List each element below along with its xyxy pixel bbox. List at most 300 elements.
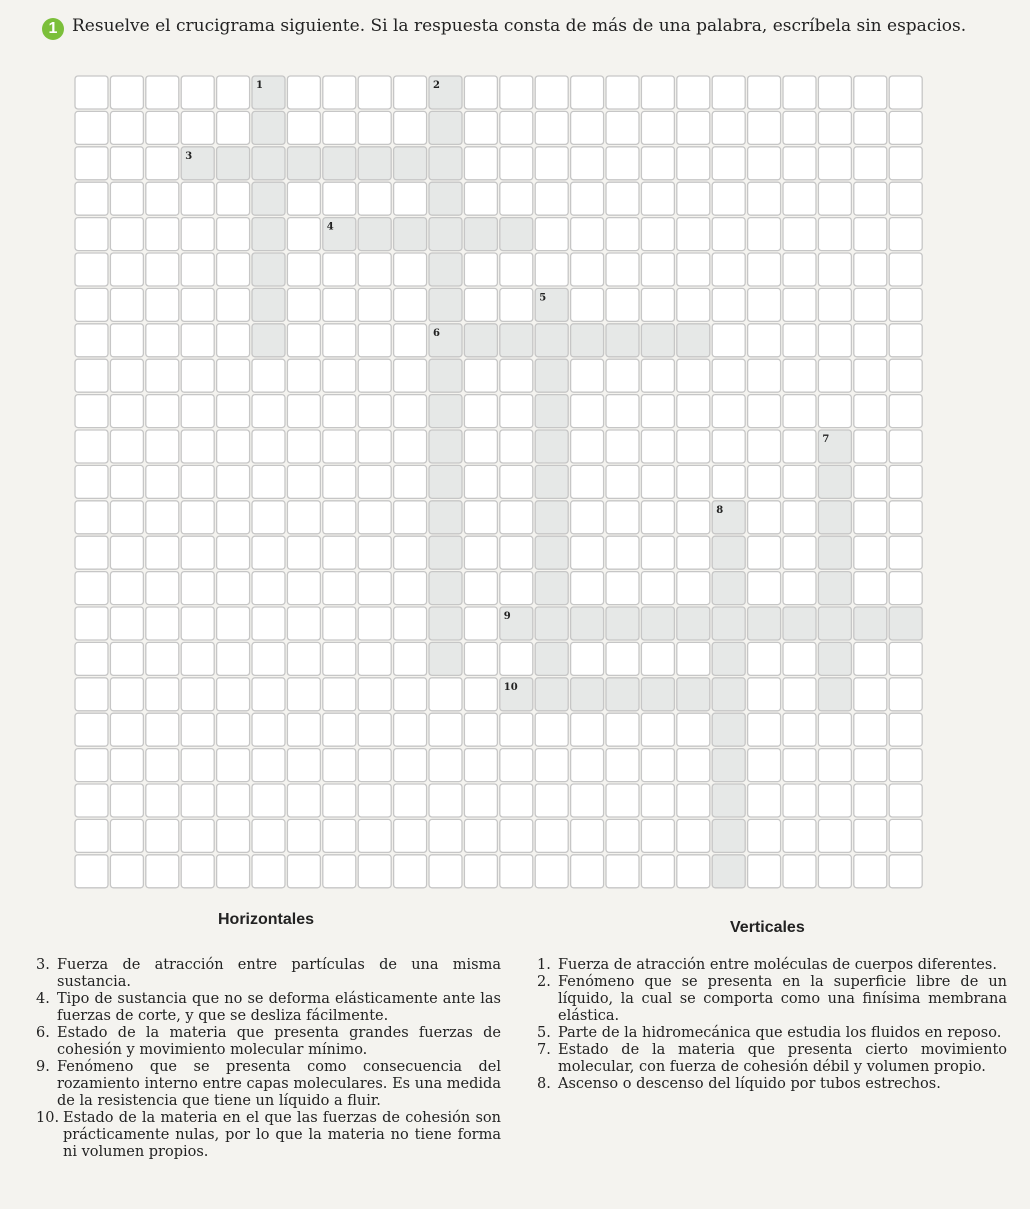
grid-cell: [75, 713, 108, 746]
grid-cell: [217, 642, 250, 675]
answer-cell[interactable]: [535, 501, 568, 534]
grid-cell: [677, 147, 710, 180]
clue-text: Tipo de sustancia que no se deforma elásticamente ante las fuerzas de corte, y que se desliza fácilmente.: [57, 991, 501, 1024]
grid-cell: [110, 359, 143, 392]
grid-cell: [110, 678, 143, 711]
answer-cell[interactable]: [535, 607, 568, 640]
grid-cell: [358, 501, 391, 534]
vertical-clues-list: [537, 957, 1007, 1093]
grid-cell: [500, 713, 533, 746]
grid-cell: [641, 713, 674, 746]
grid-cell: [783, 288, 816, 321]
answer-cell[interactable]: [535, 678, 568, 711]
grid-cell: [464, 855, 497, 888]
answer-cell[interactable]: [394, 147, 427, 180]
clue-across-6: [36, 1025, 501, 1059]
answer-cell[interactable]: [818, 536, 851, 569]
grid-cell: [181, 324, 214, 357]
grid-cell: [606, 749, 639, 782]
grid-cell: [818, 784, 851, 817]
grid-cell: [394, 819, 427, 852]
grid-cell: [217, 395, 250, 428]
answer-cell[interactable]: [323, 147, 356, 180]
grid-cell: [854, 642, 887, 675]
grid-cell: [677, 819, 710, 852]
answer-cell[interactable]: [429, 288, 462, 321]
grid-cell: [818, 855, 851, 888]
grid-cell: [677, 395, 710, 428]
grid-cell: [252, 465, 285, 498]
grid-cell: [394, 430, 427, 463]
answer-cell[interactable]: [571, 607, 604, 640]
grid-cell: [500, 572, 533, 605]
answer-cell[interactable]: [429, 536, 462, 569]
grid-cell: [818, 182, 851, 215]
answer-cell[interactable]: [252, 182, 285, 215]
answer-cell[interactable]: [571, 324, 604, 357]
clue-across-4: [36, 991, 501, 1025]
grid-cell: [181, 713, 214, 746]
answer-cell[interactable]: [500, 324, 533, 357]
grid-cell: [712, 147, 745, 180]
clue-text: Fuerza de atracción entre moléculas de cuerpos diferentes.: [558, 957, 997, 973]
grid-cell: [323, 501, 356, 534]
answer-cell[interactable]: [641, 607, 674, 640]
clue-number-label: 8: [716, 504, 724, 516]
grid-cell: [783, 642, 816, 675]
grid-cell: [181, 218, 214, 251]
clue-number: 4.: [36, 991, 50, 1007]
grid-cell: [217, 324, 250, 357]
answer-cell[interactable]: [429, 111, 462, 144]
answer-cell[interactable]: [429, 253, 462, 286]
answer-cell[interactable]: [606, 678, 639, 711]
grid-cell: [783, 111, 816, 144]
grid-cell: [217, 430, 250, 463]
answer-cell[interactable]: [429, 642, 462, 675]
grid-cell: [323, 678, 356, 711]
grid-cell: [500, 501, 533, 534]
grid-cell: [889, 819, 922, 852]
grid-cell: [217, 288, 250, 321]
grid-cell: [323, 465, 356, 498]
grid-cell: [854, 749, 887, 782]
grid-cell: [181, 359, 214, 392]
grid-cell: [464, 642, 497, 675]
grid-cell: [394, 76, 427, 109]
grid-cell: [287, 607, 320, 640]
grid-cell: [818, 395, 851, 428]
grid-cell: [252, 536, 285, 569]
grid-cell: [287, 642, 320, 675]
grid-cell: [429, 713, 462, 746]
grid-cell: [606, 642, 639, 675]
grid-cell: [854, 784, 887, 817]
grid-cell: [75, 465, 108, 498]
answer-cell[interactable]: [535, 536, 568, 569]
grid-cell: [571, 536, 604, 569]
grid-cell: [217, 76, 250, 109]
grid-cell: [677, 465, 710, 498]
grid-cell: [606, 536, 639, 569]
grid-cell: [500, 749, 533, 782]
grid-cell: [641, 253, 674, 286]
clue-number-label: 6: [433, 327, 440, 339]
grid-cell: [75, 430, 108, 463]
clue-down-5: [537, 1025, 1007, 1042]
answer-cell[interactable]: [606, 324, 639, 357]
grid-cell: [677, 253, 710, 286]
grid-cell: [783, 678, 816, 711]
grid-cell: [323, 713, 356, 746]
answer-cell[interactable]: [535, 642, 568, 675]
grid-cell: [181, 678, 214, 711]
answer-cell[interactable]: [429, 572, 462, 605]
grid-cell: [606, 430, 639, 463]
grid-cell: [571, 253, 604, 286]
grid-cell: [783, 855, 816, 888]
answer-cell[interactable]: [358, 218, 391, 251]
answer-cell[interactable]: [500, 218, 533, 251]
grid-cell: [217, 536, 250, 569]
answer-cell[interactable]: [818, 572, 851, 605]
grid-cell: [75, 182, 108, 215]
answer-cell[interactable]: [535, 395, 568, 428]
answer-cell[interactable]: [429, 218, 462, 251]
grid-cell: [75, 678, 108, 711]
answer-cell[interactable]: [712, 572, 745, 605]
grid-cell: [641, 111, 674, 144]
answer-cell[interactable]: [217, 147, 250, 180]
grid-cell: [464, 147, 497, 180]
grid-cell: [748, 182, 781, 215]
answer-cell[interactable]: [818, 607, 851, 640]
grid-cell: [146, 111, 179, 144]
grid-cell: [358, 713, 391, 746]
answer-cell[interactable]: [535, 465, 568, 498]
grid-cell: [889, 111, 922, 144]
grid-cell: [783, 76, 816, 109]
answer-cell[interactable]: [535, 572, 568, 605]
answer-cell[interactable]: [712, 819, 745, 852]
grid-cell: [677, 572, 710, 605]
answer-cell[interactable]: [464, 324, 497, 357]
grid-cell: [571, 784, 604, 817]
grid-cell: [110, 749, 143, 782]
grid-cell: [571, 819, 604, 852]
grid-cell: [571, 218, 604, 251]
grid-cell: [783, 430, 816, 463]
answer-cell[interactable]: [712, 713, 745, 746]
grid-cell: [889, 713, 922, 746]
grid-cell: [429, 819, 462, 852]
grid-cell: [535, 182, 568, 215]
grid-cell: [217, 607, 250, 640]
grid-cell: [146, 678, 179, 711]
grid-cell: [146, 253, 179, 286]
grid-cell: [854, 182, 887, 215]
grid-cell: [748, 784, 781, 817]
grid-cell: [252, 819, 285, 852]
grid-cell: [464, 253, 497, 286]
answer-cell[interactable]: [429, 147, 462, 180]
grid-cell: [606, 501, 639, 534]
grid-cell: [748, 430, 781, 463]
grid-cell: [217, 465, 250, 498]
answer-cell[interactable]: [394, 218, 427, 251]
grid-cell: [818, 147, 851, 180]
answer-cell[interactable]: [429, 465, 462, 498]
grid-cell: [217, 572, 250, 605]
grid-cell: [464, 819, 497, 852]
grid-cell: [146, 749, 179, 782]
grid-cell: [110, 253, 143, 286]
grid-cell: [677, 218, 710, 251]
grid-cell: [464, 501, 497, 534]
grid-cell: [146, 642, 179, 675]
grid-cell: [571, 749, 604, 782]
grid-cell: [75, 749, 108, 782]
grid-cell: [641, 182, 674, 215]
answer-cell[interactable]: [889, 607, 922, 640]
answer-cell[interactable]: [712, 642, 745, 675]
answer-cell[interactable]: [677, 324, 710, 357]
grid-cell: [818, 288, 851, 321]
answer-cell[interactable]: [429, 395, 462, 428]
grid-cell: [464, 111, 497, 144]
grid-cell: [641, 855, 674, 888]
grid-cell: [641, 430, 674, 463]
answer-cell[interactable]: [818, 642, 851, 675]
answer-cell[interactable]: [712, 855, 745, 888]
grid-cell: [748, 324, 781, 357]
grid-cell: [394, 111, 427, 144]
grid-cell: [854, 855, 887, 888]
grid-cell: [287, 182, 320, 215]
answer-cell[interactable]: [429, 359, 462, 392]
answer-cell[interactable]: [429, 501, 462, 534]
grid-cell: [748, 819, 781, 852]
grid-cell: [748, 642, 781, 675]
grid-cell: [606, 855, 639, 888]
grid-cell: [323, 607, 356, 640]
grid-cell: [889, 324, 922, 357]
grid-cell: [889, 749, 922, 782]
grid-cell: [358, 253, 391, 286]
grid-cell: [146, 536, 179, 569]
grid-cell: [181, 182, 214, 215]
grid-cell: [854, 572, 887, 605]
grid-cell: [889, 182, 922, 215]
grid-cell: [287, 819, 320, 852]
answer-cell[interactable]: [252, 218, 285, 251]
grid-cell: [110, 819, 143, 852]
grid-cell: [854, 678, 887, 711]
grid-cell: [748, 536, 781, 569]
answer-cell[interactable]: [783, 607, 816, 640]
clue-down-7: [537, 1042, 1007, 1076]
answer-cell[interactable]: [677, 678, 710, 711]
grid-cell: [748, 465, 781, 498]
grid-cell: [181, 819, 214, 852]
answer-cell[interactable]: [429, 607, 462, 640]
grid-cell: [323, 855, 356, 888]
clue-number: 8.: [537, 1076, 551, 1092]
answer-cell[interactable]: [641, 324, 674, 357]
answer-cell[interactable]: [535, 324, 568, 357]
grid-cell: [854, 359, 887, 392]
grid-cell: [606, 572, 639, 605]
answer-cell[interactable]: [854, 607, 887, 640]
grid-cell: [748, 501, 781, 534]
grid-cell: [889, 642, 922, 675]
clue-number: 1.: [537, 957, 551, 973]
grid-cell: [818, 749, 851, 782]
grid-cell: [712, 430, 745, 463]
grid-cell: [464, 288, 497, 321]
grid-cell: [854, 253, 887, 286]
grid-cell: [252, 642, 285, 675]
grid-cell: [429, 678, 462, 711]
grid-cell: [535, 76, 568, 109]
answer-cell[interactable]: [712, 749, 745, 782]
grid-cell: [394, 572, 427, 605]
grid-cell: [606, 359, 639, 392]
answer-cell[interactable]: [677, 607, 710, 640]
clue-across-9: [36, 1059, 501, 1110]
clue-down-2: [537, 974, 1007, 1025]
grid-cell: [323, 182, 356, 215]
answer-cell[interactable]: [358, 147, 391, 180]
answer-cell[interactable]: [252, 253, 285, 286]
grid-cell: [217, 218, 250, 251]
clue-number-label: 3: [185, 150, 193, 162]
grid-cell: [75, 253, 108, 286]
grid-cell: [641, 218, 674, 251]
grid-cell: [571, 501, 604, 534]
answer-cell[interactable]: [252, 288, 285, 321]
grid-cell: [606, 76, 639, 109]
clue-number: 2.: [537, 974, 551, 990]
grid-cell: [889, 501, 922, 534]
grid-cell: [818, 111, 851, 144]
grid-cell: [181, 607, 214, 640]
answer-cell[interactable]: [429, 182, 462, 215]
grid-cell: [287, 288, 320, 321]
grid-cell: [323, 642, 356, 675]
answer-cell[interactable]: [252, 324, 285, 357]
answer-cell[interactable]: [287, 147, 320, 180]
grid-cell: [110, 642, 143, 675]
grid-cell: [217, 678, 250, 711]
grid-cell: [394, 642, 427, 675]
grid-cell: [606, 784, 639, 817]
grid-cell: [571, 111, 604, 144]
grid-cell: [783, 536, 816, 569]
grid-cell: [783, 253, 816, 286]
grid-cell: [146, 607, 179, 640]
answer-cell[interactable]: [712, 678, 745, 711]
grid-cell: [217, 784, 250, 817]
grid-cell: [500, 395, 533, 428]
grid-cell: [606, 395, 639, 428]
grid-cell: [252, 359, 285, 392]
grid-cell: [287, 111, 320, 144]
grid-cell: [464, 182, 497, 215]
grid-cell: [535, 253, 568, 286]
answer-cell[interactable]: [571, 678, 604, 711]
grid-cell: [146, 359, 179, 392]
grid-cell: [394, 253, 427, 286]
grid-cell: [252, 678, 285, 711]
grid-cell: [500, 465, 533, 498]
grid-cell: [110, 607, 143, 640]
grid-cell: [75, 359, 108, 392]
answer-cell[interactable]: [535, 359, 568, 392]
grid-cell: [748, 395, 781, 428]
answer-cell[interactable]: [818, 465, 851, 498]
grid-cell: [854, 501, 887, 534]
grid-cell: [252, 749, 285, 782]
exercise-instruction: Resuelve el crucigrama siguiente. Si la respuesta consta de más de una palabra, escríbela sin espacios.: [72, 16, 967, 36]
grid-cell: [358, 395, 391, 428]
answer-cell[interactable]: [641, 678, 674, 711]
grid-cell: [146, 572, 179, 605]
grid-cell: [571, 855, 604, 888]
grid-cell: [571, 713, 604, 746]
grid-cell: [217, 713, 250, 746]
answer-cell[interactable]: [535, 430, 568, 463]
grid-cell: [854, 713, 887, 746]
grid-cell: [464, 572, 497, 605]
answer-cell[interactable]: [818, 678, 851, 711]
grid-cell: [854, 147, 887, 180]
answer-cell[interactable]: [252, 147, 285, 180]
grid-cell: [500, 819, 533, 852]
answer-cell[interactable]: [252, 111, 285, 144]
grid-cell: [677, 111, 710, 144]
grid-cell: [323, 111, 356, 144]
clue-down-8: [537, 1076, 1007, 1093]
grid-cell: [783, 218, 816, 251]
clue-text: Fenómeno que se presenta en la superficie libre de un líquido, la cual se comporta como una finísima membrana elástica.: [558, 974, 1007, 1024]
answer-cell[interactable]: [712, 536, 745, 569]
grid-cell: [181, 536, 214, 569]
grid-cell: [464, 430, 497, 463]
grid-cell: [181, 749, 214, 782]
grid-cell: [146, 218, 179, 251]
grid-cell: [641, 642, 674, 675]
grid-cell: [75, 111, 108, 144]
grid-cell: [535, 147, 568, 180]
grid-cell: [287, 501, 320, 534]
grid-cell: [854, 288, 887, 321]
answer-cell[interactable]: [606, 607, 639, 640]
grid-cell: [889, 855, 922, 888]
answer-cell[interactable]: [464, 218, 497, 251]
grid-cell: [217, 111, 250, 144]
answer-cell[interactable]: [429, 430, 462, 463]
answer-cell[interactable]: [818, 501, 851, 534]
clue-text: Estado de la materia en el que las fuerzas de cohesión son prácticamente nulas, por lo que la materia no tiene forma ni volumen propios.: [63, 1110, 501, 1160]
clue-number-label: 4: [326, 221, 334, 233]
grid-cell: [535, 111, 568, 144]
grid-cell: [75, 642, 108, 675]
answer-cell[interactable]: [712, 784, 745, 817]
grid-cell: [146, 147, 179, 180]
answer-cell[interactable]: [712, 607, 745, 640]
answer-cell[interactable]: [748, 607, 781, 640]
